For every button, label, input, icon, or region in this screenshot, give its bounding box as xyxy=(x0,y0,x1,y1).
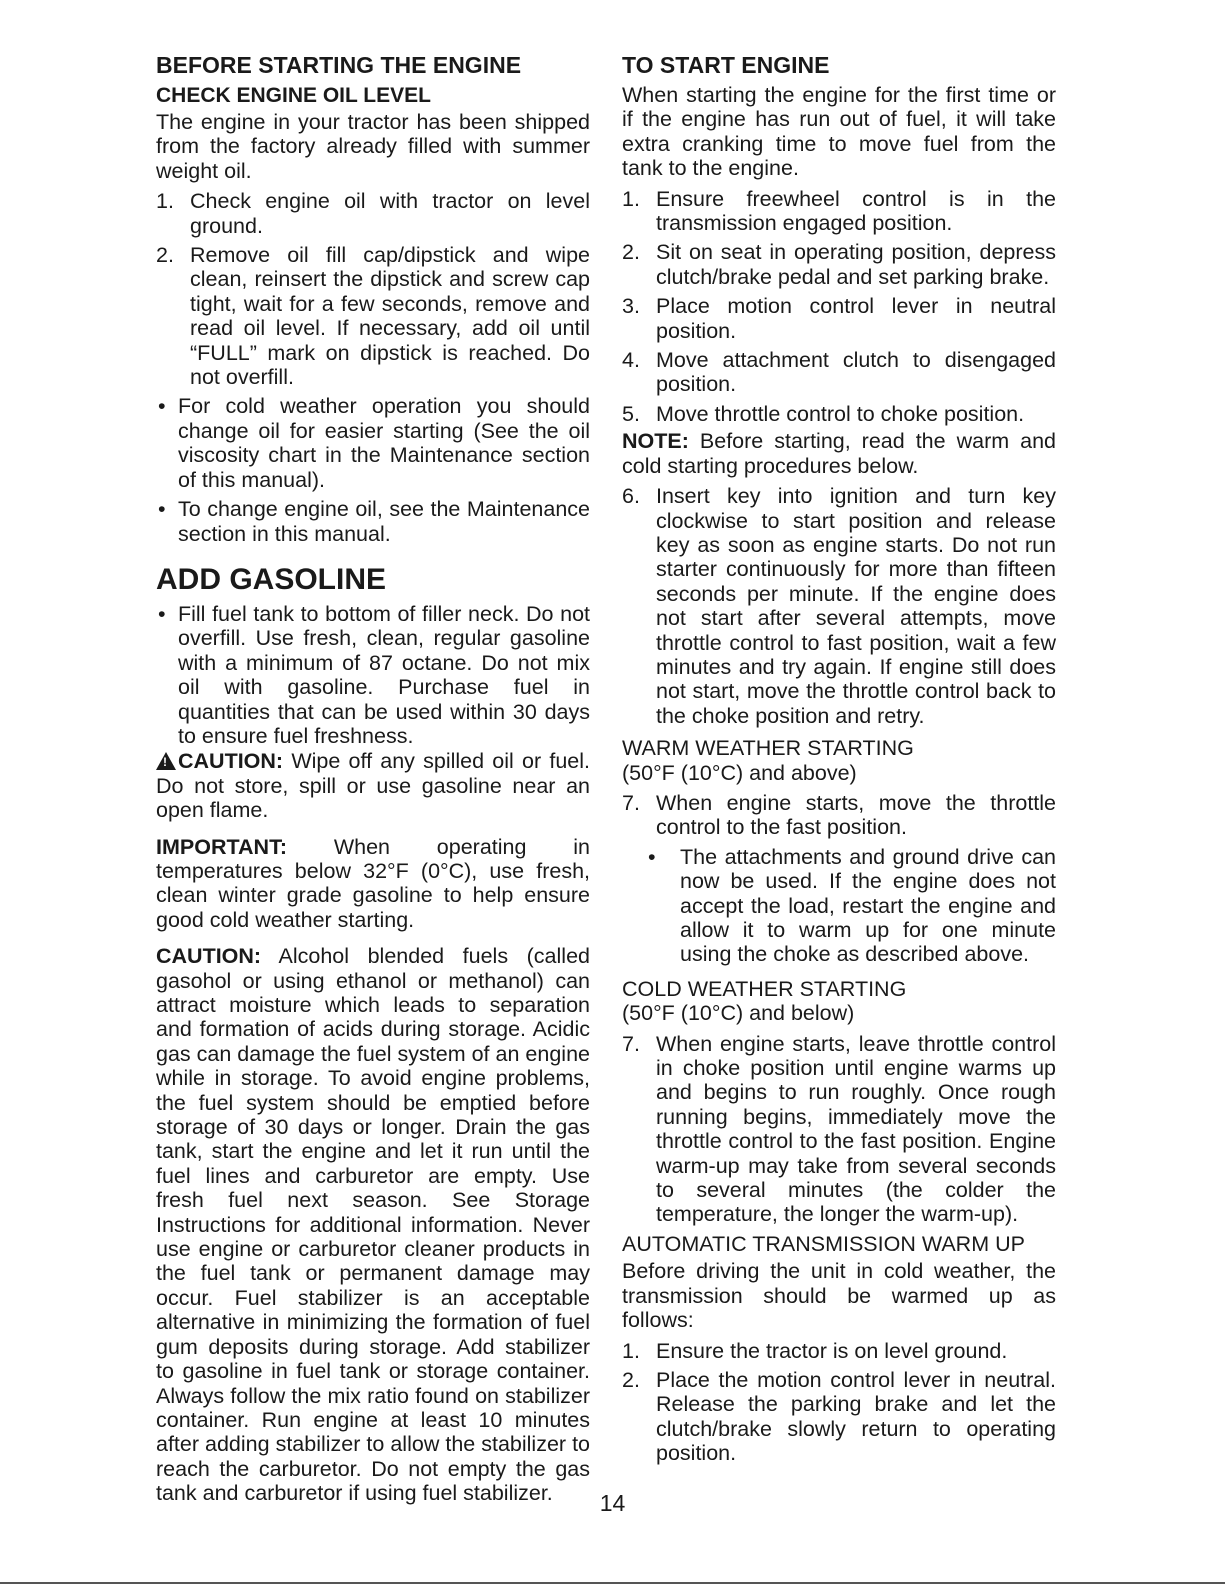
step-text: Place the motion control lever in neutral. Release the parking brake and let the clutch/brake slowly return to operating position. xyxy=(656,1367,1056,1466)
add-gasoline-heading: ADD GASOLINE xyxy=(156,562,387,596)
bullet-text: Fill fuel tank to bottom of filler neck. Do not overfill. Use fresh, clean, regular gasoline with a minimum of 87 octane. Do not mix oil with gasoline. Purchase fuel in quantities that can be used within 30 days to ensure fuel freshness. xyxy=(178,601,590,748)
auto-transmission-intro: Before driving the unit in cold weather, the transmission should be warmed up as follows: xyxy=(622,1259,1056,1333)
warm-weather-range: (50°F (10°C) and above) xyxy=(622,760,857,785)
left-column xyxy=(156,52,590,1506)
bullet-icon: • xyxy=(158,497,166,522)
step-text: Check engine oil with tractor on level ground. xyxy=(190,189,590,238)
step-six xyxy=(622,484,1056,728)
step-number: 5. xyxy=(622,401,640,426)
note-label: NOTE: xyxy=(622,429,689,454)
step-text: Move attachment clutch to disengaged position. xyxy=(656,348,1056,397)
list-item xyxy=(622,1339,1056,1363)
step-text: Move throttle control to choke position. xyxy=(656,401,1025,426)
warning-triangle-icon xyxy=(156,752,176,770)
important-label: IMPORTANT: xyxy=(156,834,287,859)
step-number: 4. xyxy=(622,348,640,373)
list-item xyxy=(156,189,590,238)
step-number: 1. xyxy=(156,189,174,214)
bottom-divider xyxy=(0,1582,1225,1584)
step-number: 2. xyxy=(622,240,640,265)
list-item xyxy=(622,240,1056,289)
step-number: 2. xyxy=(622,1367,640,1392)
step-text: When engine starts, move the throttle control to the fast position. xyxy=(656,790,1056,840)
list-item xyxy=(156,394,590,492)
list-item xyxy=(622,791,1056,840)
caution-text: Wipe off any spilled oil or fuel. Do not store, spill or use gasoline near an open flame. xyxy=(156,749,590,823)
step-text: Place motion control lever in neutral position. xyxy=(656,294,1056,343)
bullet-text: The attachments and ground drive can now be used. If the engine does not accept the load, restart the engine and allow it to warm up for one minute using the choke as described above. xyxy=(680,844,1056,967)
important-text: When operating in temperatures below 32°F (0°C), use fresh, clean winter grade gasoline to help ensure good cold weather starting. xyxy=(156,834,590,932)
step-number: 1. xyxy=(622,1338,640,1363)
step-number: 6. xyxy=(622,484,640,509)
caution-alcohol-paragraph xyxy=(156,944,590,1505)
auto-transmission-heading: AUTOMATIC TRANSMISSION WARM UP xyxy=(622,1231,1025,1256)
check-oil-subheading: CHECK ENGINE OIL LEVEL xyxy=(156,84,431,107)
auto-steps xyxy=(622,1339,1056,1466)
bullet-icon: • xyxy=(158,394,166,419)
list-item xyxy=(622,402,1056,426)
caution-fuel-paragraph xyxy=(156,749,590,822)
bullet-text: For cold weather operation you should change oil for easier starting (See the oil viscosity chart in the Maintenance section of this manual). xyxy=(178,394,590,492)
start-engine-heading: TO START ENGINE xyxy=(622,52,830,78)
cold-weather-range: (50°F (10°C) and below) xyxy=(622,1001,855,1026)
step-number: 7. xyxy=(622,1031,640,1056)
page-number: 14 xyxy=(599,1490,626,1516)
step-text: Ensure freewheel control is in the transmission engaged position. xyxy=(656,186,1056,236)
gas-bullets xyxy=(156,602,590,748)
note-text: Before starting, read the warm and cold starting procedures below. xyxy=(622,429,1056,478)
list-item xyxy=(156,497,590,546)
before-starting-heading: BEFORE STARTING THE ENGINE xyxy=(156,52,522,78)
list-item xyxy=(156,243,590,389)
list-item xyxy=(622,348,1056,397)
step-text: Remove oil fill cap/dipstick and wipe clean, reinsert the dipstick and screw cap tight, wait for a few seconds, remove and read oil level. If necessary, add oil until “FULL” mark on dipstick is reached. Do not overfill. xyxy=(190,243,590,390)
important-paragraph xyxy=(156,835,590,933)
step-number: 1. xyxy=(622,186,640,211)
oil-steps xyxy=(156,189,590,389)
cold-weather-heading: COLD WEATHER STARTING xyxy=(622,976,907,1001)
step-number: 3. xyxy=(622,294,640,319)
caution-label: CAUTION: xyxy=(156,944,262,969)
start-steps xyxy=(622,187,1056,427)
list-item xyxy=(622,294,1056,343)
caution-text: Alcohol blended fuels (called gasohol or using ethanol or methanol) can attract moisture which leads to separation and formation of acids during storage. Acidic gas can damage the fuel system of an engine while in storage. To avoid engine problems, the fuel system should be emptied before storage of 30 days or longer. Drain the gas tank, start the engine and let it run until the fuel lines and carburetor are empty. Use fresh fuel next season. See Storage Instructions for additional information. Never use engine or carburetor cleaner products in the fuel tank or permanent damage may occur. Fuel stabilizer is an acceptable alternative in minimizing the formation of fuel gum deposits during storage. Add stabilizer to gasoline in fuel tank or storage container. Always follow the mix ratio found on stabilizer container. Run engine at least 10 minutes after adding stabilizer to allow the stabilizer to reach the carburetor. Do not empty the gas tank and carburetor if using fuel stabilizer. xyxy=(156,944,590,1506)
step-text: Ensure the tractor is on level ground. xyxy=(656,1338,1008,1363)
warm-steps xyxy=(622,791,1056,840)
list-item xyxy=(622,1032,1056,1227)
bullet-icon: • xyxy=(648,844,656,869)
note-paragraph xyxy=(622,429,1056,478)
list-item xyxy=(622,187,1056,236)
step-number: 7. xyxy=(622,790,640,815)
oil-intro: The engine in your tractor has been shipped from the factory already filled with summer weight oil. xyxy=(156,110,590,183)
cold-steps xyxy=(622,1032,1056,1227)
step-text: Insert key into ignition and turn key clockwise to start position and release key as soon as engine starts. Do not run starter continuously for more than fifteen seconds per minute. If the engine does not start after several attempts, move throttle control to fast position, wait a few minutes and try again. If engine still does not start, move the throttle control back to the choke position and retry. xyxy=(656,484,1056,728)
bullet-text: To change engine oil, see the Maintenance section in this manual. xyxy=(178,497,590,546)
oil-bullets xyxy=(156,394,590,545)
step-text: Sit on seat in operating position, depress clutch/brake pedal and set parking brake. xyxy=(656,240,1056,289)
list-item xyxy=(156,602,590,748)
step-number: 2. xyxy=(156,243,174,268)
right-column xyxy=(622,52,1056,1466)
warm-weather-heading: WARM WEATHER STARTING xyxy=(622,736,914,761)
start-intro: When starting the engine for the first time or if the engine has run out of fuel, it will take extra cranking time to move fuel from the tank to the engine. xyxy=(622,83,1056,181)
list-item xyxy=(622,484,1056,728)
list-item xyxy=(622,1368,1056,1466)
step-text: When engine starts, leave throttle control in choke position until engine warms up and begins to run roughly. Once rough running begins, immediately move the throttle control to the fast position. Engine warm-up may take from several seconds to several minutes (the colder the temperature, the longer the warm-up). xyxy=(656,1031,1056,1227)
warm-bullets xyxy=(622,845,1056,967)
bullet-icon: • xyxy=(158,601,166,626)
caution-label: CAUTION: xyxy=(178,749,284,774)
list-item xyxy=(622,845,1056,967)
